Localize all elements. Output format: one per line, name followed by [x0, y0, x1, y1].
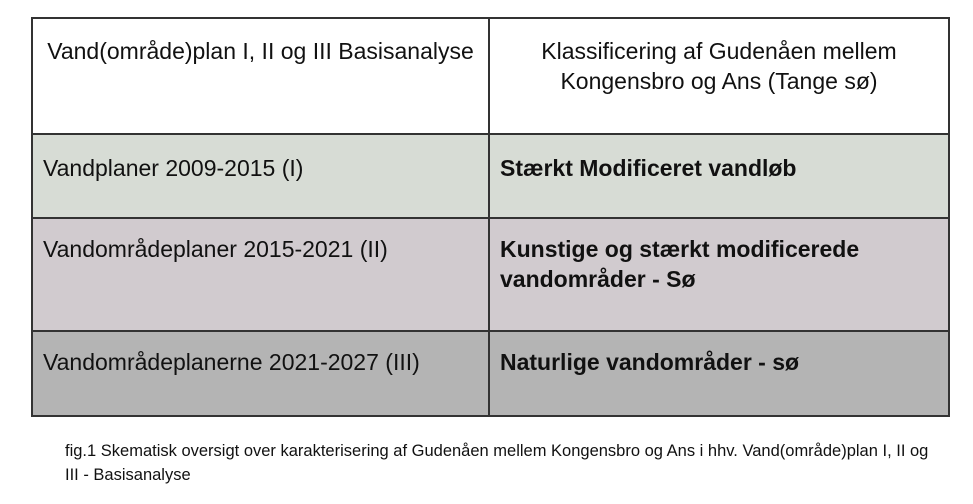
table-row — [32, 134, 949, 218]
table-row — [32, 331, 949, 416]
plan-cell: Vandområdeplaner 2015-2021 (II) — [32, 218, 489, 331]
figure-caption: fig.1 Skematisk oversigt over karakterisering af Gudenåen mellem Kongensbro og Ans i hhv. Vand(område)plan I, II og III - Basisanalyse — [65, 442, 929, 484]
classification-cell: Stærkt Modificeret vandløb — [489, 134, 949, 218]
classification-cell: Naturlige vandområder - sø — [489, 331, 949, 416]
table-header-row — [32, 18, 949, 134]
classification-cell: Kunstige og stærkt modificerede vandområder - Sø — [489, 218, 949, 331]
header-plan-cell: Vand(område)plan I, II og III Basisanalyse — [32, 18, 489, 134]
table-row — [32, 218, 949, 331]
header-classification-cell: Klassificering af Gudenåen mellem Kongensbro og Ans (Tange sø) — [489, 18, 949, 134]
plan-cell: Vandplaner 2009-2015 (I) — [32, 134, 489, 218]
classification-table — [31, 17, 950, 417]
plan-cell: Vandområdeplanerne 2021-2027 (III) — [32, 331, 489, 416]
